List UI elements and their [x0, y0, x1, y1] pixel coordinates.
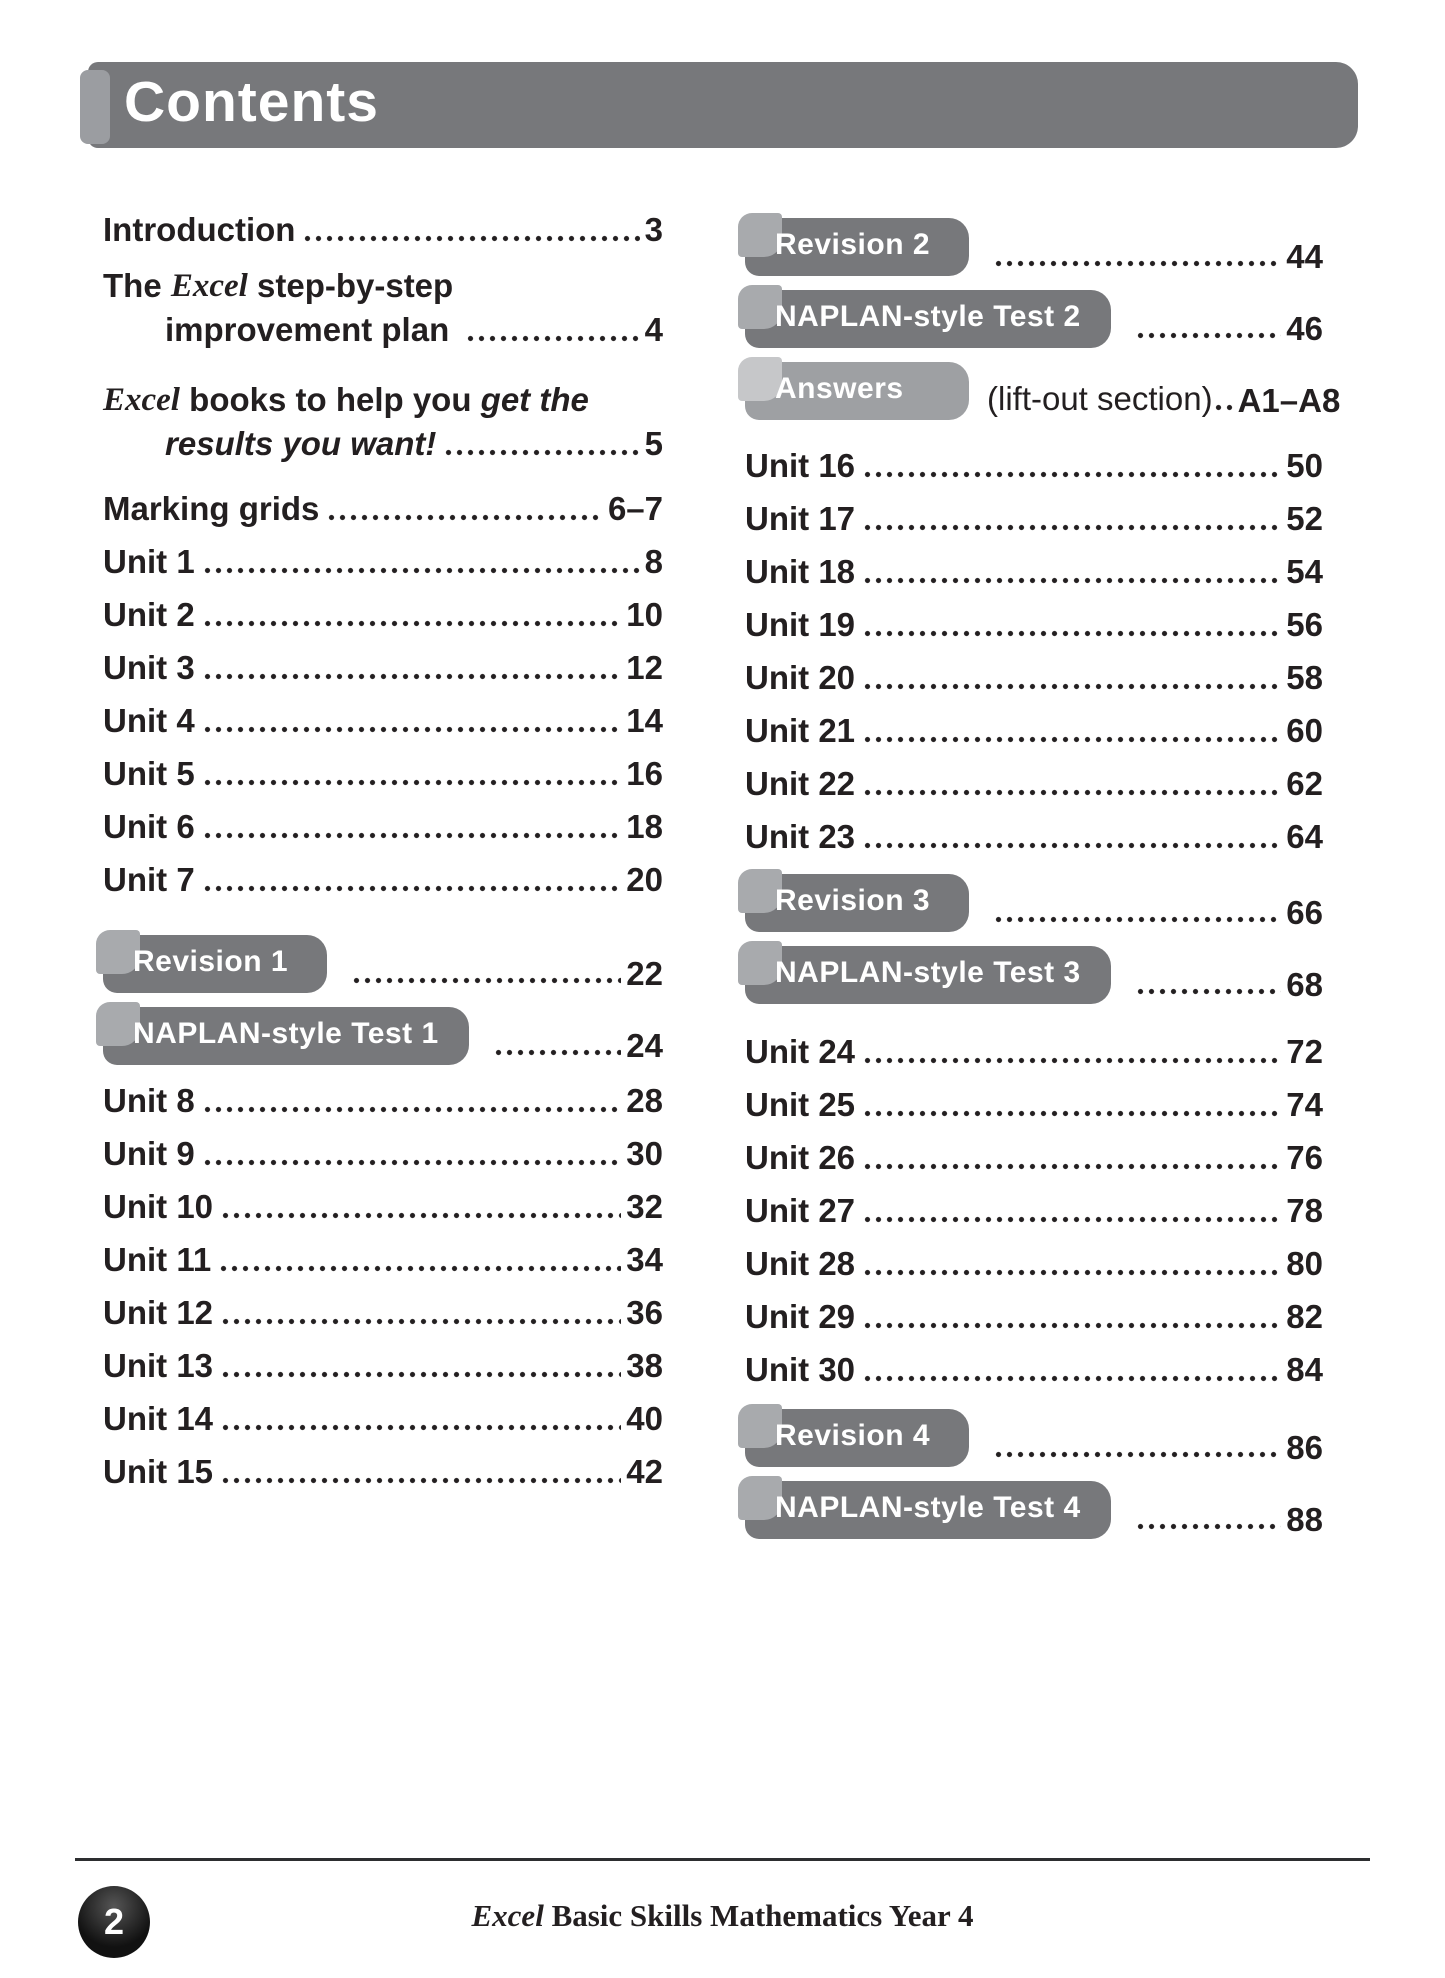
dots-leader [222, 1424, 621, 1431]
spacer [745, 1389, 1323, 1409]
dots-leader [864, 1375, 1281, 1382]
text-segment: improvement plan [165, 311, 459, 348]
badge-label: Revision 3 [775, 884, 931, 917]
toc-entry [103, 793, 663, 846]
toc-entry-page: 76 [1286, 1139, 1323, 1176]
toc-badge-entry [103, 935, 663, 993]
dots-leader [222, 1477, 621, 1484]
dots-leader [864, 1216, 1281, 1223]
dots-leader [204, 1159, 622, 1166]
toc-entry-label: Unit 13 [103, 1347, 214, 1384]
toc-entry-label: Unit 9 [103, 1135, 195, 1172]
toc-entry-label: Unit 19 [745, 606, 856, 643]
section-badge [745, 362, 969, 420]
contents-header-bar [88, 62, 1358, 148]
dots-leader [222, 1212, 621, 1219]
toc-badge-entry [745, 1481, 1323, 1539]
spacer [103, 463, 663, 475]
toc-entry-label: Unit 12 [103, 1294, 214, 1331]
badge-note: (lift-out section) [987, 380, 1213, 417]
toc-entry [745, 750, 1323, 803]
dots-leader [204, 726, 622, 733]
dots-leader [220, 1265, 621, 1272]
badge-label: Revision 2 [775, 228, 931, 261]
dots-leader [864, 1269, 1281, 1276]
toc-entry-page: 22 [626, 955, 663, 992]
dots-leader [995, 916, 1281, 923]
toc-entry-page: 62 [1286, 765, 1323, 802]
dots-leader [204, 673, 622, 680]
toc-entry-label: Unit 15 [103, 1453, 214, 1490]
badge-label: Revision 1 [133, 945, 289, 978]
toc-entry-page: 52 [1286, 500, 1323, 537]
toc-entry [103, 1120, 663, 1173]
spacer [745, 1004, 1323, 1018]
section-badge [745, 874, 969, 932]
toc-entry-page: 44 [1286, 238, 1323, 275]
toc-entry-label: Unit 10 [103, 1188, 214, 1225]
toc-entry-line2 [103, 305, 663, 349]
dots-leader [864, 789, 1281, 796]
toc-entry-page: 32 [626, 1188, 663, 1225]
toc-entry-label: Unit 2 [103, 596, 195, 633]
section-badge [745, 218, 969, 276]
dots-leader [304, 235, 639, 242]
text-segment: Excel [170, 268, 248, 304]
dots-leader [467, 335, 639, 342]
toc-badge-entry [745, 218, 1323, 276]
toc-entry [745, 1071, 1323, 1124]
toc-entry [103, 740, 663, 793]
toc-entry-label: Unit 20 [745, 659, 856, 696]
dots-leader [222, 1371, 621, 1378]
toc-badge-entry [103, 1007, 663, 1065]
toc-entry-page: 66 [1286, 894, 1323, 931]
toc-badge-entry [745, 874, 1323, 932]
section-badge [103, 1007, 469, 1065]
toc-entry-page: 56 [1286, 606, 1323, 643]
toc-entry [103, 196, 663, 249]
dots-leader [353, 977, 621, 984]
section-badge [745, 1481, 1111, 1539]
toc-entry [745, 1230, 1323, 1283]
toc-entry-page: 3 [644, 211, 663, 248]
text-segment: get the [480, 381, 589, 418]
toc-entry-label: Unit 1 [103, 543, 195, 580]
dots-leader [995, 260, 1281, 267]
toc-entry [103, 1332, 663, 1385]
badge-label: Answers [775, 372, 904, 405]
badge-label: NAPLAN-style Test 2 [775, 300, 1081, 333]
toc-badge-entry [745, 1409, 1323, 1467]
text-segment: step-by-step [247, 267, 454, 304]
toc-entry [745, 803, 1323, 856]
toc-entry [745, 538, 1323, 591]
dots-leader [204, 885, 622, 892]
spacer [103, 899, 663, 935]
dots-leader [864, 842, 1281, 849]
toc-entry [745, 432, 1323, 485]
dots-leader [222, 1318, 621, 1325]
toc-entry-page: 78 [1286, 1192, 1323, 1229]
toc-entry-page: 28 [626, 1082, 663, 1119]
toc-entry-page: 10 [626, 596, 663, 633]
toc-entry-label: Unit 23 [745, 818, 856, 855]
book-title [0, 1898, 1445, 1934]
toc-entry-label: Unit 21 [745, 712, 856, 749]
toc-entry-label: Unit 6 [103, 808, 195, 845]
dots-leader [864, 577, 1281, 584]
toc-entry [745, 644, 1323, 697]
toc-entry [103, 1385, 663, 1438]
page-number: 2 [103, 1901, 125, 1942]
section-badge [103, 935, 327, 993]
toc-entry-label: Unit 17 [745, 500, 856, 537]
badge-label: NAPLAN-style Test 4 [775, 1491, 1081, 1524]
toc-entry [103, 1226, 663, 1279]
toc-entry-page: 18 [626, 808, 663, 845]
toc-entry-label: Unit 22 [745, 765, 856, 802]
toc-badge-entry [745, 290, 1323, 348]
toc-entry-line2 [103, 419, 663, 463]
text-segment: results you want! [165, 425, 437, 462]
footer-divider [75, 1858, 1370, 1861]
dots-leader [864, 736, 1281, 743]
dots-leader [864, 471, 1281, 478]
toc-entry-page: 86 [1286, 1429, 1323, 1466]
toc-entry-label: Unit 14 [103, 1400, 214, 1437]
toc-entry-label: Unit 4 [103, 702, 195, 739]
toc-entry [745, 485, 1323, 538]
text-segment: books to help you [179, 381, 481, 418]
toc-entry-page: 16 [626, 755, 663, 792]
toc-entry-page: 60 [1286, 712, 1323, 749]
toc-entry-page: 88 [1286, 1501, 1323, 1538]
toc-entry-multiline [103, 257, 663, 349]
dots-leader [1137, 332, 1282, 339]
badge-label: NAPLAN-style Test 3 [775, 956, 1081, 989]
section-badge [745, 946, 1111, 1004]
toc-entry-line1 [103, 257, 663, 305]
toc-entry-label: Unit 26 [745, 1139, 856, 1176]
toc-entry-page: 38 [626, 1347, 663, 1384]
dots-leader [204, 832, 622, 839]
toc-entry-label: Unit 7 [103, 861, 195, 898]
dots-leader [445, 449, 639, 456]
toc-entry-page: 42 [626, 1453, 663, 1490]
toc-entry [745, 1177, 1323, 1230]
toc-entry-page: 46 [1286, 310, 1323, 347]
toc-entry-page: 80 [1286, 1245, 1323, 1282]
toc-entry [745, 1283, 1323, 1336]
dots-leader [328, 514, 603, 521]
toc-entry [103, 1173, 663, 1226]
dots-leader [204, 620, 622, 627]
toc-column-left [103, 196, 663, 1491]
toc-entry-page: 40 [626, 1400, 663, 1437]
dots-leader [864, 630, 1281, 637]
toc-entry-page: 58 [1286, 659, 1323, 696]
dots-leader [204, 1106, 622, 1113]
toc-entry [745, 1124, 1323, 1177]
toc-entry-label: Unit 29 [745, 1298, 856, 1335]
spacer [103, 249, 663, 257]
toc-entry-page: 6–7 [607, 490, 663, 527]
toc-entry-page: 50 [1286, 447, 1323, 484]
toc-entry [103, 475, 663, 528]
dots-leader [495, 1049, 622, 1056]
toc-badge-entry [745, 946, 1323, 1004]
toc-entry-label: Unit 28 [745, 1245, 856, 1282]
toc-entry [103, 581, 663, 634]
section-badge [745, 1409, 969, 1467]
toc-entry-label: Unit 5 [103, 755, 195, 792]
dots-leader [864, 683, 1281, 690]
toc-entry-page: 72 [1286, 1033, 1323, 1070]
toc-entry-label: Unit 27 [745, 1192, 856, 1229]
dots-leader [204, 779, 622, 786]
toc-entry-label: Unit 24 [745, 1033, 856, 1070]
dots-leader [864, 1322, 1281, 1329]
toc-entry [103, 846, 663, 899]
dots-leader [864, 1057, 1281, 1064]
toc-entry-page: 34 [626, 1241, 663, 1278]
dots-leader [1215, 404, 1233, 411]
spacer [103, 349, 663, 371]
spacer [745, 196, 1323, 218]
badge-label: Revision 4 [775, 1419, 931, 1452]
dots-leader [864, 1110, 1281, 1117]
dots-leader [1137, 1523, 1282, 1530]
text-segment: Excel [471, 1898, 544, 1933]
toc-entry-label: Unit 16 [745, 447, 856, 484]
badge-label: NAPLAN-style Test 1 [133, 1017, 439, 1050]
toc-entry-label: Unit 3 [103, 649, 195, 686]
toc-entry-page: 8 [644, 543, 663, 580]
page-title: Contents [124, 70, 379, 134]
toc-entry-label: Unit 30 [745, 1351, 856, 1388]
text-segment: The [103, 267, 171, 304]
toc-entry [745, 697, 1323, 750]
text-segment: Excel [103, 382, 180, 418]
toc-entry-page: 5 [644, 425, 663, 462]
toc-entry-line1 [103, 371, 663, 419]
dots-leader [864, 1163, 1281, 1170]
toc-entry-label: Introduction [103, 211, 296, 248]
toc-entry-multiline [103, 371, 663, 463]
toc-entry-page: A1–A8 [1237, 382, 1341, 419]
dots-leader [204, 567, 640, 574]
spacer [745, 856, 1323, 874]
toc-entry [103, 528, 663, 581]
toc-entry-page: 36 [626, 1294, 663, 1331]
toc-entry [103, 634, 663, 687]
toc-entry-page: 82 [1286, 1298, 1323, 1335]
toc-entry-page: 68 [1286, 966, 1323, 1003]
toc-entry-page: 20 [626, 861, 663, 898]
section-badge [745, 290, 1111, 348]
toc-badge-entry [745, 362, 1341, 420]
toc-entry-page: 4 [644, 311, 663, 348]
text-segment: Basic Skills Mathematics Year 4 [543, 1898, 974, 1933]
toc-entry [745, 591, 1323, 644]
toc-entry-page: 64 [1286, 818, 1323, 855]
dots-leader [864, 524, 1281, 531]
toc-entry-page: 54 [1286, 553, 1323, 590]
toc-column-right [745, 196, 1341, 1539]
toc-entry [103, 687, 663, 740]
toc-entry-label: Marking grids [103, 490, 320, 527]
toc-entry [103, 1438, 663, 1491]
toc-entry [745, 1018, 1323, 1071]
dots-leader [995, 1451, 1281, 1458]
toc-entry-page: 14 [626, 702, 663, 739]
spacer [745, 420, 1323, 432]
toc-entry-page: 84 [1286, 1351, 1323, 1388]
toc-entry-page: 12 [626, 649, 663, 686]
toc-entry-page: 74 [1286, 1086, 1323, 1123]
toc-entry-page: 30 [626, 1135, 663, 1172]
toc-entry [745, 1336, 1323, 1389]
toc-entry-label: Unit 11 [103, 1241, 212, 1278]
toc-entry-page: 24 [626, 1027, 663, 1064]
toc-entry [103, 1067, 663, 1120]
toc-entry-label: Unit 25 [745, 1086, 856, 1123]
toc-entry-label: Unit 18 [745, 553, 856, 590]
toc-entry-label: Unit 8 [103, 1082, 195, 1119]
toc-entry [103, 1279, 663, 1332]
dots-leader [1137, 988, 1282, 995]
